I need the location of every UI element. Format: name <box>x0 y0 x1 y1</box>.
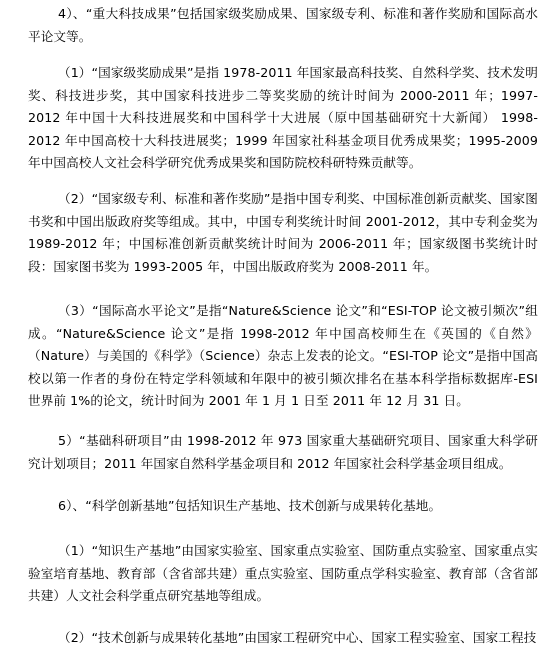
paragraph-innovation-bases: 6）、“科学创新基地”包括知识生产基地、技术创新与成果转化基地。 <box>58 498 442 513</box>
paragraph-international-papers: （3）“国际高水平论文”是指“Nature&Science 论文”和“ESI-TOP 论文被引频次”组成。“Nature&Science 论文”是指 1998-2012 年中国高校师生在《英国的《自然》（Nature）与美国的《科学》（Science）杂志上发表的论文。“ESI-TOP 论文”是指中国高校以第一作者的身份在特定学科领域和年限中的被引频次排名在基本科学指标数据库-ESI 世界前 1%的论文，统计时间为 2001 年 1 月 1 日至 2011 年 12 月 31 日。 <box>28 303 538 408</box>
paragraph-tech-transfer-bases: （2）“技术创新与成果转化基地”由国家工程研究中心、国家工程实验室、国家工程技 <box>58 630 537 645</box>
paragraph-national-awards: （1）“国家级奖励成果”是指 1978-2011 年国家最高科技奖、自然科学奖、技术发明奖、科技进步奖，其中国家科技进步二等奖奖励的统计时间为 2000-2011 年；1997-2012 年中国十大科技进展奖和中国科学十大进展（原中国基础研究十大新闻） 1998-2012 年中国高校十大科技进展奖；1999 年国家社科基金项目优秀成果奖；1995-2009 年中国高校人文社会科学研究优秀成果奖和国防院校科研特殊贡献等。 <box>28 65 538 170</box>
paragraph-major-achievements: 4）、“重大科技成果”包括国家级奖励成果、国家级专利、标准和著作奖励和国际高水平论文等。 <box>28 6 538 44</box>
paragraph-patents-standards: （2）“国家级专利、标准和著作奖励”是指中国专利奖、中国标准创新贡献奖、国家图书奖和中国出版政府奖等组成。其中，中国专利奖统计时间 2001-2012，其中专利金奖为 1989-2012 年；中国标准创新贡献奖统计时间为 2006-2011 年；国家级图书奖统计时段：国家图书奖为 1993-2005 年，中国出版政府奖为 2008-2011 年。 <box>28 191 538 274</box>
paragraph-knowledge-bases: （1）“知识生产基地”由国家实验室、国家重点实验室、国防重点实验室、国家重点实验室培育基地、教育部（含省部共建）重点实验室、国防重点学科实验室、教育部（含省部共建）人文社会科学重点研究基地等组成。 <box>28 543 538 603</box>
paragraph-basic-research: 5）“基础科研项目”由 1998-2012 年 973 国家重大基础研究项目、国家重大科学研究计划项目；2011 年国家自然科学基金项目和 2012 年国家社会科学基金项目组成。 <box>28 433 538 471</box>
